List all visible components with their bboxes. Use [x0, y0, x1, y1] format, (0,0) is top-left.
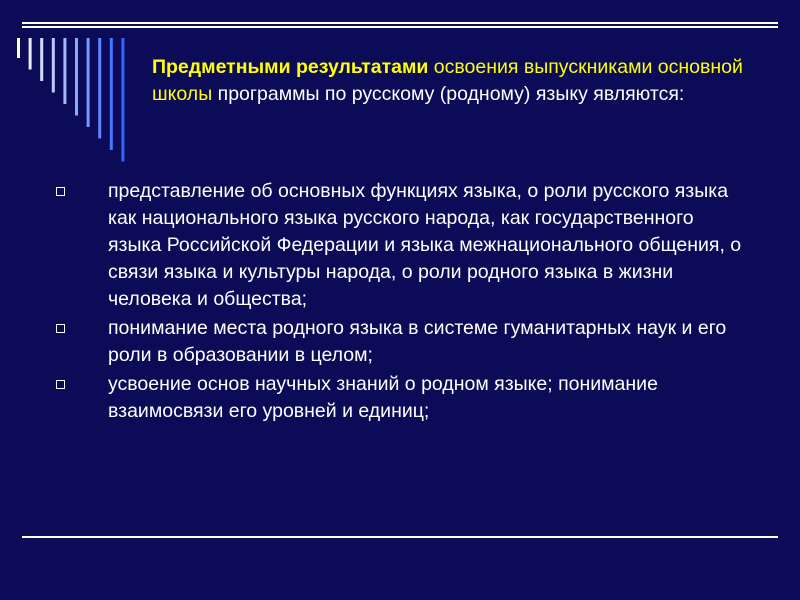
hollow-square-icon: [56, 324, 65, 333]
stripe: [87, 38, 90, 127]
hollow-square-icon: [56, 187, 65, 196]
list-item: [52, 371, 752, 425]
title-accent-part: освоения выпускниками основной школы: [152, 56, 743, 105]
bullet-text: представление об основных функциях языка, о роли русского языка как национального языка русского народа, как государственного языка Российской Федерации и языка межнационального общения, о связи языка и культуры народа, о роли родного языка в жизни человека и общества;: [108, 180, 742, 310]
title-plain-part: программы по русскому (родному) языку являются:: [212, 83, 685, 105]
stripe: [110, 38, 113, 150]
bullet-text: усвоение основ научных знаний о родном языке; понимание взаимосвязи его уровней и единиц;: [108, 373, 658, 422]
hollow-square-icon: [56, 380, 65, 389]
bullet-text: понимание места родного языка в системе гуманитарных наук и его роли в образовании в целом;: [108, 317, 727, 366]
slide-title: [152, 54, 752, 108]
bullet-list: [52, 178, 752, 427]
stripe: [63, 38, 66, 104]
stripe: [121, 38, 124, 162]
descending-stripes-icon: [0, 0, 140, 170]
stripe: [29, 38, 32, 70]
stripe: [52, 38, 55, 93]
list-item: [52, 178, 752, 313]
list-item: [52, 315, 752, 369]
bottom-divider: [22, 536, 778, 538]
stripe: [17, 38, 20, 58]
stripe: [40, 38, 43, 81]
stripe: [98, 38, 101, 139]
stripe: [75, 38, 78, 116]
title-bold-part: Предметными результатами: [152, 56, 429, 78]
